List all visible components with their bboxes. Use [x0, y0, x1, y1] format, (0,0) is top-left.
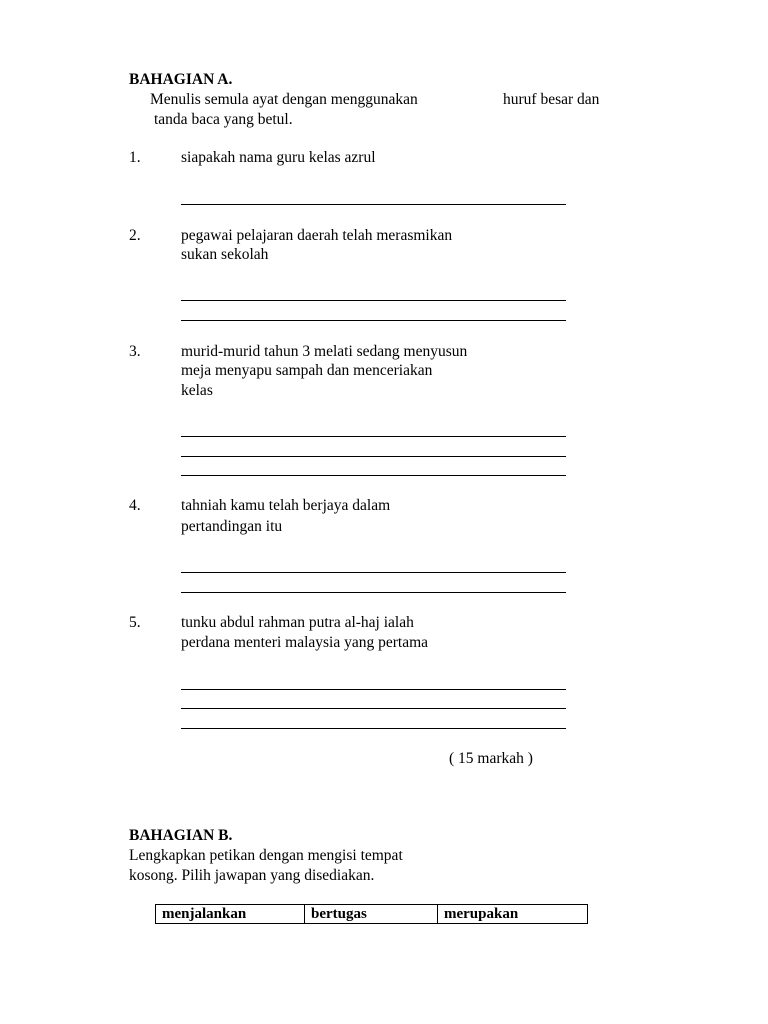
answer-line[interactable] — [181, 204, 566, 205]
section-a-instruction-part1: Menulis semula ayat dengan menggunakan — [150, 91, 418, 108]
answer-options-table — [155, 904, 588, 924]
question-text: meja menyapu sampah dan menceriakan — [181, 362, 433, 379]
question-text: tahniah kamu telah berjaya dalam — [181, 497, 391, 514]
question-text: kelas — [181, 382, 213, 399]
question-number: 1. — [129, 149, 141, 166]
question-text: pertandingan itu — [181, 518, 283, 535]
answer-line[interactable] — [181, 300, 566, 301]
question-text: siapakah nama guru kelas azrul — [181, 149, 376, 166]
answer-line[interactable] — [181, 728, 566, 729]
question-number: 3. — [129, 343, 141, 360]
question-number: 4. — [129, 497, 141, 514]
section-b-instruction-line2: kosong. Pilih jawapan yang disediakan. — [129, 867, 375, 884]
section-b-title: BAHAGIAN B. — [129, 827, 233, 844]
option-cell[interactable]: bertugas — [305, 905, 438, 924]
question-text: tunku abdul rahman putra al-haj ialah — [181, 614, 414, 631]
section-b-instruction-line1: Lengkapkan petikan dengan mengisi tempat — [129, 847, 403, 864]
question-text: sukan sekolah — [181, 246, 269, 263]
answer-line[interactable] — [181, 708, 566, 709]
section-a-title: BAHAGIAN A. — [129, 71, 233, 88]
option-cell[interactable]: menjalankan — [156, 905, 305, 924]
section-a-instruction-part2: huruf besar dan — [503, 91, 600, 108]
section-a-instruction-line2: tanda baca yang betul. — [154, 111, 293, 128]
question-text: perdana menteri malaysia yang pertama — [181, 634, 429, 651]
answer-line[interactable] — [181, 475, 566, 476]
table-row — [156, 905, 588, 924]
answer-line[interactable] — [181, 572, 566, 573]
answer-line[interactable] — [181, 436, 566, 437]
question-text: pegawai pelajaran daerah telah merasmikan — [181, 227, 453, 244]
answer-line[interactable] — [181, 689, 566, 690]
answer-line[interactable] — [181, 320, 566, 321]
question-text: murid-murid tahun 3 melati sedang menyusun — [181, 343, 468, 360]
answer-line[interactable] — [181, 456, 566, 457]
question-number: 2. — [129, 227, 141, 244]
option-cell[interactable]: merupakan — [438, 905, 588, 924]
answer-line[interactable] — [181, 592, 566, 593]
marks-label: ( 15 markah ) — [449, 750, 533, 767]
question-number: 5. — [129, 614, 141, 631]
